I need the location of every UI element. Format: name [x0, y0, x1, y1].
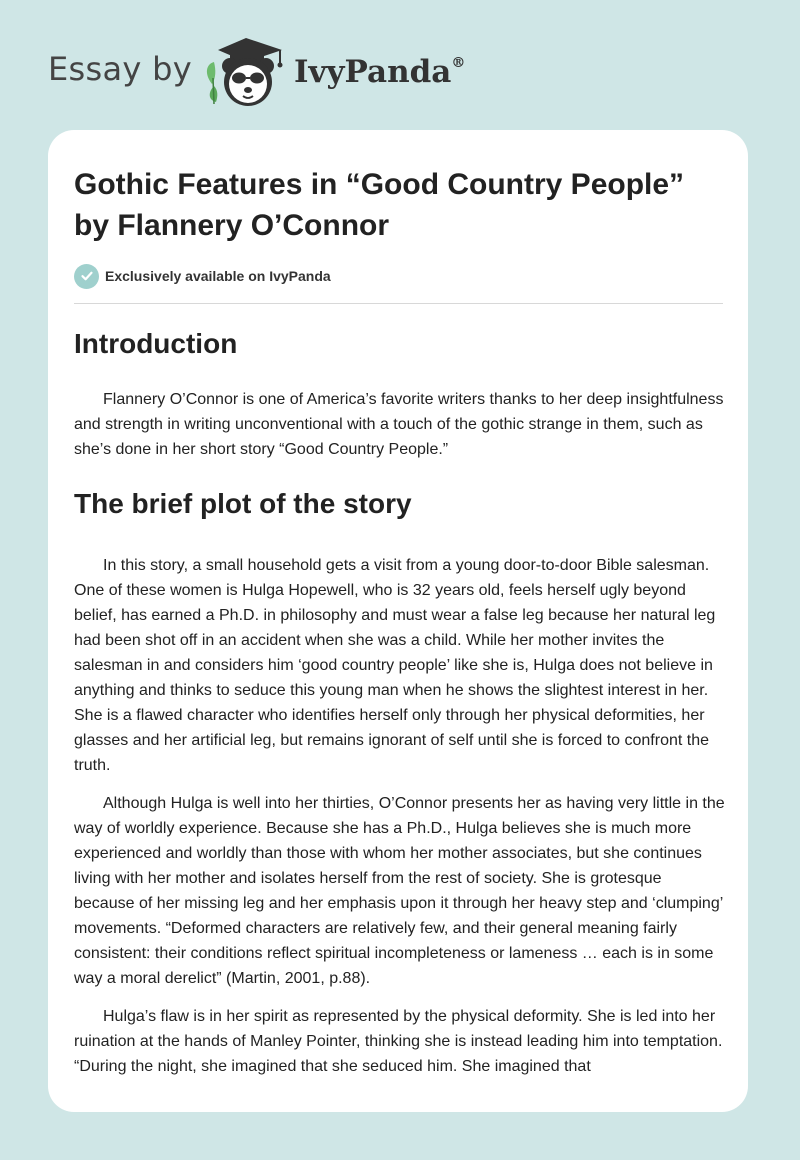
ivypanda-brand[interactable]: IvyPanda®	[294, 54, 466, 90]
paragraph: Although Hulga is well into her thirties, O’Connor presents her as having very little in the way of worldly experience. Because she has a Ph.D., Hulga believes she is much more experienced and worldly than those with whom her mother associates, but she continues living with her mother and isolates herself from the rest of society. She is grotesque because of her missing leg and her emphasis upon it through her heavy step and ‘clumping’ movements. “Deformed characters are relatively few, and their general meaning fairly consistent: their conditions reflect spiritual incompleteness or lameness … each is in some way a moral derelict” (Martin, 2001, p.88).	[74, 795, 725, 987]
paragraph: Hulga’s flaw is in her spirit as represented by the physical deformity. She is led into her ruination at the hands of Manley Pointer, thinking she is instead leading him into temptation. “During the night, she imagined that she seduced him. She imagined that	[74, 1008, 723, 1075]
divider	[74, 303, 723, 304]
panda-face-icon	[222, 58, 274, 106]
essay-title: Gothic Features in “Good Country People” by Flannery O’Connor	[74, 168, 685, 242]
exclusive-label: Exclusively available on IvyPanda	[105, 268, 331, 284]
essay-card	[48, 130, 748, 1112]
panda-logo-icon[interactable]	[200, 34, 292, 110]
check-circle-icon	[74, 264, 99, 289]
leaf-icon	[207, 62, 217, 104]
paragraph: Flannery O’Connor is one of America’s favorite writers thanks to her deep insightfulness and strength in writing unconventional with a touch of the gothic strange in them, such as she’s done in her short story “Good Country People.”	[74, 391, 724, 458]
exclusive-note	[74, 263, 331, 289]
section-heading-introduction: Introduction	[74, 328, 238, 359]
essay-by-label: Essay by	[48, 50, 192, 88]
registered-mark: ®	[451, 54, 466, 71]
site-header	[0, 0, 800, 130]
paragraph: In this story, a small household gets a visit from a young door-to-door Bible salesman. One of these women is Hulga Hopewell, who is 32 years old, feels herself ugly beyond belief, has earned a Ph.D. in philosophy and must wear a false leg because her natural leg had been shot off in an accident when she was a child. While her mother invites the salesman in and considers him ‘good country people’ like she is, Hulga does not believe in anything and thinks to seduce this young man when he shows the slightest interest in her. She is a flawed character who identifies herself only through her physical deformities, her glasses and her artificial leg, but remains ignorant of self until she is forced to confront the truth.	[74, 557, 716, 774]
essay-body	[74, 322, 726, 1079]
section-heading-plot: The brief plot of the story	[74, 488, 412, 519]
